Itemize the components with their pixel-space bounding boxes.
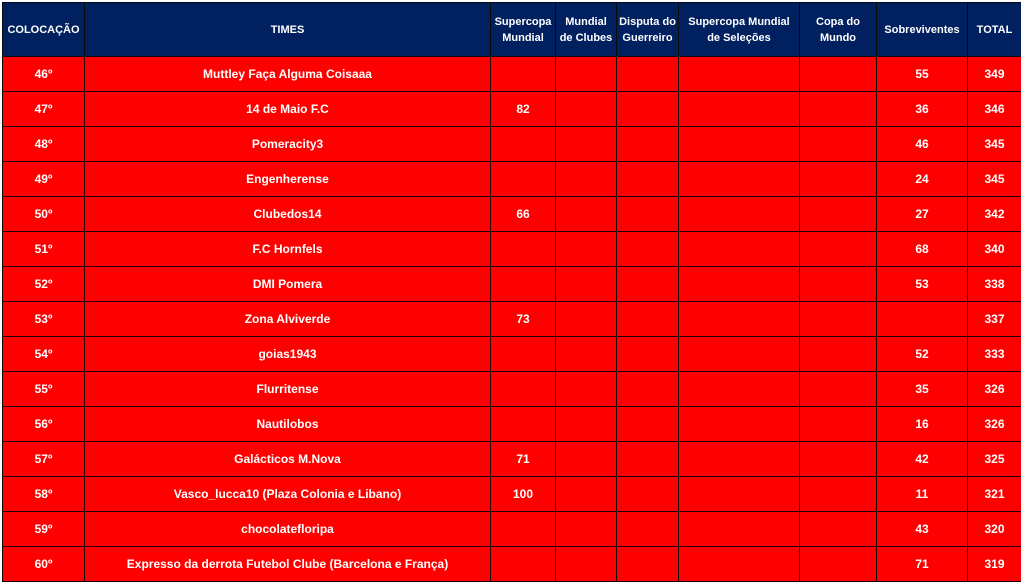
supercopa-mundial-cell: 66	[491, 197, 556, 232]
sobreviventes-cell: 55	[877, 57, 968, 92]
table-row	[3, 127, 1022, 162]
supercopa-mundial-cell: 82	[491, 92, 556, 127]
supercopa-selecoes-cell	[679, 407, 800, 442]
colocacao-cell: 55º	[3, 372, 85, 407]
supercopa-selecoes-cell	[679, 232, 800, 267]
table-row	[3, 57, 1022, 92]
supercopa-mundial-cell: 71	[491, 442, 556, 477]
team-name-cell: Expresso da derrota Futebol Clube (Barcelona e França)	[85, 547, 491, 582]
supercopa-selecoes-cell	[679, 267, 800, 302]
disputa-do-guerreiro-cell	[617, 302, 679, 337]
supercopa-selecoes-cell	[679, 302, 800, 337]
colocacao-cell: 60º	[3, 547, 85, 582]
copa-do-mundo-cell	[800, 57, 877, 92]
sobreviventes-cell: 52	[877, 337, 968, 372]
team-name-cell: Muttley Faça Alguma Coisaaa	[85, 57, 491, 92]
table-row	[3, 267, 1022, 302]
team-name-cell: 14 de Maio F.C	[85, 92, 491, 127]
team-name-cell: Flurritense	[85, 372, 491, 407]
total-cell: 325	[968, 442, 1022, 477]
mundial-de-clubes-cell	[556, 477, 617, 512]
mundial-de-clubes-cell	[556, 372, 617, 407]
header-supercopa-mundial-de-selecoes: Supercopa Mundial de Seleções	[679, 3, 800, 57]
team-name-cell: Nautilobos	[85, 407, 491, 442]
table-body	[3, 57, 1022, 582]
header-mundial-de-clubes: Mundial de Clubes	[556, 3, 617, 57]
disputa-do-guerreiro-cell	[617, 162, 679, 197]
disputa-do-guerreiro-cell	[617, 57, 679, 92]
colocacao-cell: 50º	[3, 197, 85, 232]
copa-do-mundo-cell	[800, 407, 877, 442]
supercopa-selecoes-cell	[679, 197, 800, 232]
total-cell: 346	[968, 92, 1022, 127]
colocacao-cell: 47º	[3, 92, 85, 127]
sobreviventes-cell: 46	[877, 127, 968, 162]
supercopa-selecoes-cell	[679, 372, 800, 407]
team-name-cell: chocolatefloripa	[85, 512, 491, 547]
supercopa-selecoes-cell	[679, 92, 800, 127]
table-row	[3, 407, 1022, 442]
header-total: TOTAL	[968, 3, 1022, 57]
team-name-cell: Engenherense	[85, 162, 491, 197]
supercopa-selecoes-cell	[679, 512, 800, 547]
disputa-do-guerreiro-cell	[617, 547, 679, 582]
supercopa-selecoes-cell	[679, 442, 800, 477]
supercopa-selecoes-cell	[679, 337, 800, 372]
ranking-table	[2, 2, 1021, 582]
sobreviventes-cell: 71	[877, 547, 968, 582]
table-row	[3, 197, 1022, 232]
total-cell: 340	[968, 232, 1022, 267]
table-row	[3, 92, 1022, 127]
total-cell: 349	[968, 57, 1022, 92]
ranking-table-container	[2, 2, 1021, 582]
mundial-de-clubes-cell	[556, 127, 617, 162]
copa-do-mundo-cell	[800, 267, 877, 302]
sobreviventes-cell: 27	[877, 197, 968, 232]
header-times: TIMES	[85, 3, 491, 57]
supercopa-mundial-cell: 73	[491, 302, 556, 337]
disputa-do-guerreiro-cell	[617, 477, 679, 512]
total-cell: 320	[968, 512, 1022, 547]
supercopa-mundial-cell	[491, 372, 556, 407]
mundial-de-clubes-cell	[556, 92, 617, 127]
disputa-do-guerreiro-cell	[617, 267, 679, 302]
supercopa-selecoes-cell	[679, 162, 800, 197]
mundial-de-clubes-cell	[556, 512, 617, 547]
colocacao-cell: 54º	[3, 337, 85, 372]
disputa-do-guerreiro-cell	[617, 512, 679, 547]
colocacao-cell: 53º	[3, 302, 85, 337]
colocacao-cell: 56º	[3, 407, 85, 442]
total-cell: 342	[968, 197, 1022, 232]
colocacao-cell: 46º	[3, 57, 85, 92]
total-cell: 337	[968, 302, 1022, 337]
sobreviventes-cell: 35	[877, 372, 968, 407]
supercopa-mundial-cell	[491, 127, 556, 162]
team-name-cell: Galácticos M.Nova	[85, 442, 491, 477]
mundial-de-clubes-cell	[556, 232, 617, 267]
colocacao-cell: 58º	[3, 477, 85, 512]
mundial-de-clubes-cell	[556, 302, 617, 337]
copa-do-mundo-cell	[800, 477, 877, 512]
sobreviventes-cell: 11	[877, 477, 968, 512]
copa-do-mundo-cell	[800, 337, 877, 372]
table-row	[3, 442, 1022, 477]
total-cell: 345	[968, 162, 1022, 197]
mundial-de-clubes-cell	[556, 197, 617, 232]
sobreviventes-cell	[877, 302, 968, 337]
header-row	[3, 3, 1022, 57]
supercopa-mundial-cell: 100	[491, 477, 556, 512]
team-name-cell: Clubedos14	[85, 197, 491, 232]
supercopa-mundial-cell	[491, 337, 556, 372]
mundial-de-clubes-cell	[556, 547, 617, 582]
colocacao-cell: 57º	[3, 442, 85, 477]
table-row	[3, 162, 1022, 197]
copa-do-mundo-cell	[800, 197, 877, 232]
header-colocacao: COLOCAÇÃO	[3, 3, 85, 57]
mundial-de-clubes-cell	[556, 337, 617, 372]
total-cell: 321	[968, 477, 1022, 512]
supercopa-mundial-cell	[491, 232, 556, 267]
copa-do-mundo-cell	[800, 162, 877, 197]
team-name-cell: F.C Hornfels	[85, 232, 491, 267]
mundial-de-clubes-cell	[556, 57, 617, 92]
header-sobreviventes: Sobreviventes	[877, 3, 968, 57]
table-row	[3, 232, 1022, 267]
table-row	[3, 477, 1022, 512]
total-cell: 326	[968, 407, 1022, 442]
sobreviventes-cell: 53	[877, 267, 968, 302]
copa-do-mundo-cell	[800, 442, 877, 477]
total-cell: 333	[968, 337, 1022, 372]
colocacao-cell: 59º	[3, 512, 85, 547]
supercopa-selecoes-cell	[679, 477, 800, 512]
disputa-do-guerreiro-cell	[617, 407, 679, 442]
copa-do-mundo-cell	[800, 372, 877, 407]
table-row	[3, 512, 1022, 547]
disputa-do-guerreiro-cell	[617, 442, 679, 477]
colocacao-cell: 52º	[3, 267, 85, 302]
colocacao-cell: 49º	[3, 162, 85, 197]
copa-do-mundo-cell	[800, 92, 877, 127]
sobreviventes-cell: 68	[877, 232, 968, 267]
team-name-cell: Zona Alviverde	[85, 302, 491, 337]
mundial-de-clubes-cell	[556, 442, 617, 477]
disputa-do-guerreiro-cell	[617, 372, 679, 407]
table-row	[3, 547, 1022, 582]
table-row	[3, 302, 1022, 337]
disputa-do-guerreiro-cell	[617, 232, 679, 267]
supercopa-mundial-cell	[491, 57, 556, 92]
team-name-cell: goias1943	[85, 337, 491, 372]
supercopa-mundial-cell	[491, 407, 556, 442]
mundial-de-clubes-cell	[556, 162, 617, 197]
total-cell: 326	[968, 372, 1022, 407]
copa-do-mundo-cell	[800, 512, 877, 547]
total-cell: 345	[968, 127, 1022, 162]
sobreviventes-cell: 42	[877, 442, 968, 477]
supercopa-mundial-cell	[491, 547, 556, 582]
total-cell: 338	[968, 267, 1022, 302]
total-cell: 319	[968, 547, 1022, 582]
supercopa-selecoes-cell	[679, 57, 800, 92]
colocacao-cell: 48º	[3, 127, 85, 162]
supercopa-mundial-cell	[491, 267, 556, 302]
supercopa-mundial-cell	[491, 512, 556, 547]
header-copa-do-mundo: Copa do Mundo	[800, 3, 877, 57]
colocacao-cell: 51º	[3, 232, 85, 267]
copa-do-mundo-cell	[800, 302, 877, 337]
header-disputa-do-guerreiro: Disputa do Guerreiro	[617, 3, 679, 57]
team-name-cell: DMI Pomera	[85, 267, 491, 302]
disputa-do-guerreiro-cell	[617, 337, 679, 372]
table-row	[3, 337, 1022, 372]
supercopa-selecoes-cell	[679, 127, 800, 162]
team-name-cell: Vasco_lucca10 (Plaza Colonia e Libano)	[85, 477, 491, 512]
sobreviventes-cell: 16	[877, 407, 968, 442]
copa-do-mundo-cell	[800, 127, 877, 162]
mundial-de-clubes-cell	[556, 407, 617, 442]
sobreviventes-cell: 36	[877, 92, 968, 127]
disputa-do-guerreiro-cell	[617, 197, 679, 232]
header-supercopa-mundial: Supercopa Mundial	[491, 3, 556, 57]
copa-do-mundo-cell	[800, 232, 877, 267]
disputa-do-guerreiro-cell	[617, 92, 679, 127]
supercopa-selecoes-cell	[679, 547, 800, 582]
disputa-do-guerreiro-cell	[617, 127, 679, 162]
sobreviventes-cell: 43	[877, 512, 968, 547]
mundial-de-clubes-cell	[556, 267, 617, 302]
supercopa-mundial-cell	[491, 162, 556, 197]
table-row	[3, 372, 1022, 407]
team-name-cell: Pomeracity3	[85, 127, 491, 162]
copa-do-mundo-cell	[800, 547, 877, 582]
sobreviventes-cell: 24	[877, 162, 968, 197]
